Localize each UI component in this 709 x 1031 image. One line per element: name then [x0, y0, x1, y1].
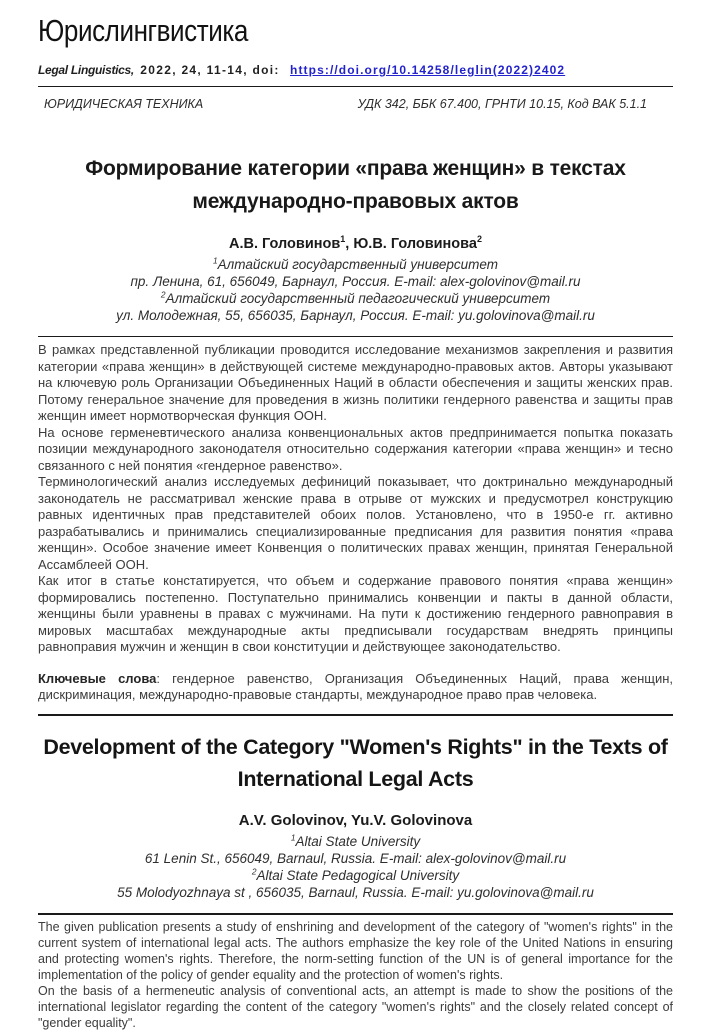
affiliation-sup: 2	[251, 866, 257, 877]
affiliation-text: Altai State Pedagogical University	[256, 868, 460, 884]
abstract-en-paragraph: The given publication presents a study of enshrining and development of the category of "women's rights" in the current system of international legal acts. The authors emphasize the key role of the United Nations in ensuring and protecting women's rights. Therefore, the norm-setting function of the UN is of general importance for the implementation of the policy of gender equality and the protection of women's rights.	[38, 920, 673, 983]
article-title-en: Development of the Category "Women's Rights" in the Texts of International Legal Acts	[43, 734, 668, 791]
article-title-ru: Формирование категории «права женщин» в текстах международно-правовых актов	[85, 157, 626, 214]
doi-link[interactable]: https://doi.org/10.14258/leglin(2022)2402	[290, 63, 566, 78]
affiliation-text: 55 Molodyozhnaya st , 656035, Barnaul, Russia. E-mail: yu.golovinova@mail.ru	[117, 885, 594, 901]
affiliations-ru	[38, 256, 673, 324]
keywords-ru	[38, 671, 673, 704]
affiliation-line	[38, 833, 673, 850]
section-name: ЮРИДИЧЕСКАЯ ТЕХНИКА	[44, 97, 204, 112]
abstract-ru-paragraph: Как итог в статье констатируется, что объем и содержание правового понятия «права женщин» формировались постепенно. Поступательно принимались конвенции и пакты в данной области, женщины были уравнены в правах с мужчинами. На пути к достижению гендерного равноправия в мировых масштабах международные акты предписывали государствам внедрять принципы равноправия мужчин и женщин в свои конституции и действующее законодательство.	[38, 573, 673, 655]
journal-title: Юрислингвистика	[38, 13, 248, 48]
author-ru-2: Ю.В. Головинова	[353, 236, 477, 253]
section-row	[38, 97, 673, 111]
affiliation-line	[38, 256, 673, 273]
affiliation-text: ул. Молодежная, 55, 656035, Барнаул, Россия. E-mail: yu.golovinova@mail.ru	[116, 308, 595, 324]
abstract-en	[38, 919, 673, 1031]
citation-journal-name: Legal Linguistics,	[38, 63, 134, 78]
keywords-text: : гендерное равенство, Организация Объединенных Наций, права женщин, дискриминация, международно-правовые стандарты, международное право прав человека.	[38, 670, 674, 703]
authors-en: A.V. Golovinov, Yu.V. Golovinova	[238, 812, 473, 830]
affiliations-en	[38, 833, 673, 901]
affiliation-sup: 1	[213, 255, 218, 266]
citation-details: 2022, 24, 11-14, doi:	[140, 63, 280, 78]
classification-codes: УДК 342, ББК 67.400, ГРНТИ 10.15, Код ВАК 5.1.1	[357, 97, 647, 112]
divider-english-block	[38, 714, 673, 716]
abstract-ru	[38, 342, 673, 656]
authors-separator: ,	[345, 236, 354, 253]
affiliation-text: 61 Lenin St., 656049, Barnaul, Russia. E-mail: alex-golovinov@mail.ru	[144, 851, 567, 867]
affiliation-line	[38, 290, 673, 307]
abstract-en-paragraph: On the basis of a hermeneutic analysis of conventional acts, an attempt is made to show the positions of the international legislator regarding the content of the category "women's rights" and the closely related concept of "gender equality".	[38, 984, 673, 1031]
affiliation-line	[38, 884, 673, 901]
affiliation-text: Алтайский государственный педагогический университет	[165, 291, 551, 307]
affiliation-text: Altai State University	[295, 834, 421, 850]
abstract-ru-paragraph: На основе герменевтического анализа конвенциональных актов предпринимается попытка показать позиции международного законодателя относительно содержания категории «права женщин» и тесно связанного с ней понятия «гендерное равенство».	[38, 424, 673, 473]
author-ru-1-sup: 1	[340, 234, 346, 245]
divider-abstract-en	[38, 913, 673, 915]
author-ru-1: А.В. Головинов	[229, 236, 341, 253]
author-ru-2-sup: 2	[476, 234, 482, 245]
keywords-label: Ключевые слова	[38, 670, 157, 686]
citation-line	[38, 63, 673, 77]
affiliation-line	[38, 867, 673, 884]
affiliation-line	[38, 850, 673, 867]
affiliation-text: Алтайский государственный университет	[217, 257, 498, 273]
authors-ru	[38, 236, 673, 252]
affiliation-sup: 1	[290, 832, 296, 843]
divider-top	[38, 86, 673, 87]
divider-abstract-ru	[38, 336, 673, 337]
affiliation-text: пр. Ленина, 61, 656049, Барнаул, Россия. E-mail: alex-golovinov@mail.ru	[130, 274, 581, 290]
affiliation-sup: 2	[160, 289, 166, 300]
affiliation-line	[38, 273, 673, 290]
affiliation-line	[38, 307, 673, 324]
abstract-ru-paragraph: Терминологический анализ исследуемых дефиниций показывает, что доктринально международный законодатель не рассматривал женские права в отрыве от мужских и предусмотрел конструкцию равных идентичных прав представителей обоих полов. Установлено, что в 1950-е гг. активно разрабатывались и принимались специализированные предписания для развития понятия «права женщин». Особое значение имеет Конвенция о политических правах женщин, принятая Генеральной Ассамблеей ООН.	[38, 474, 673, 572]
abstract-ru-paragraph: В рамках представленной публикации проводится исследование механизмов закрепления и развития категории «права женщин» в действующей системе международно-правовых актов. Авторы указывают на ключевую роль Организации Объединенных Наций в области обеспечения и защиты женских прав. Потому генеральное значение для проведения в жизнь политики гендерного равенства и защиты прав женщин имеет нормотворческая функция ООН.	[38, 342, 673, 424]
